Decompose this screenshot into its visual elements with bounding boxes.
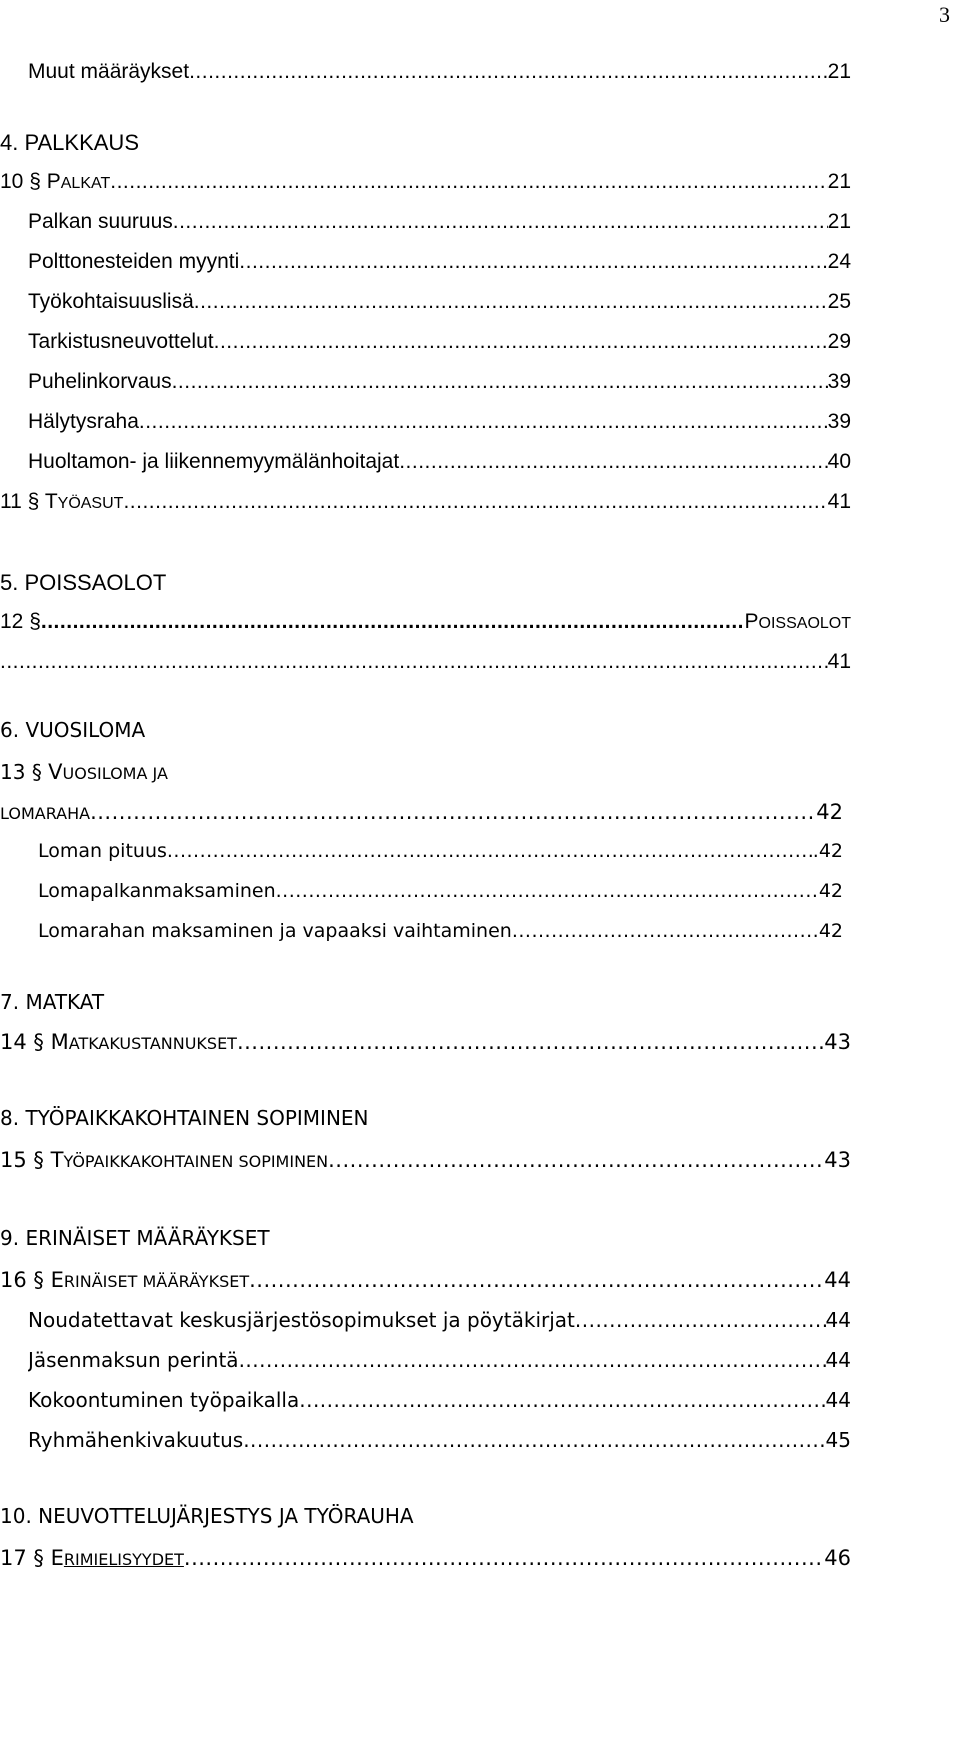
- toc-entry-label: Hälytysraha: [28, 410, 139, 433]
- toc-entry-11-tyoasut[interactable]: [0, 490, 851, 520]
- dot-leader: [167, 840, 813, 862]
- section-heading-matkat: 7. MATKAT: [0, 990, 105, 1014]
- section-title-rest: OISSAOLOT: [758, 615, 851, 632]
- toc-entry-label: Huoltamon- ja liikennemyymälänhoitajat: [28, 450, 400, 473]
- dot-leader: [239, 250, 827, 274]
- section-title-initial: T: [44, 490, 58, 513]
- dot-leader: [194, 290, 828, 314]
- dot-leader: [237, 1030, 824, 1054]
- toc-page-number: 29: [827, 330, 851, 353]
- toc-entry-jasenmaksun-perinta[interactable]: [28, 1348, 851, 1378]
- dot-leader: [328, 1148, 824, 1172]
- dot-leader: [214, 330, 828, 354]
- dot-leader: [173, 210, 828, 234]
- toc-page-number: 40: [827, 450, 851, 473]
- section-title-initial: E: [50, 1268, 64, 1292]
- toc-entry-label: Lomarahan maksaminen ja vapaaksi vaihtaminen: [38, 920, 512, 942]
- toc-entry-14-matkakustannukset[interactable]: [0, 1030, 851, 1060]
- dot-leader: [575, 1308, 826, 1332]
- toc-page-number: 39: [827, 410, 851, 433]
- section-number: 14: [0, 1030, 27, 1054]
- toc-page-number: 45: [825, 1428, 851, 1452]
- section-number: 13: [0, 760, 26, 784]
- toc-page-number: 46: [824, 1546, 851, 1570]
- toc-entry-tyokohtaisuuslisa[interactable]: [28, 290, 851, 320]
- toc-entry-13-vuosiloma-first-line[interactable]: [0, 760, 168, 784]
- section-number: 10: [0, 170, 24, 193]
- toc-entry-lomapalkanmaksaminen[interactable]: [38, 880, 843, 910]
- toc-entry-label: Tarkistusneuvottelut: [28, 330, 214, 353]
- toc-page-number: 42: [816, 800, 843, 824]
- toc-entry-12-poissaolot[interactable]: [0, 610, 851, 640]
- toc-page-number: 39: [827, 370, 851, 393]
- toc-page-number: 21: [827, 60, 851, 83]
- dot-leader: [184, 1546, 824, 1570]
- toc-entry-16-erinaiset[interactable]: [0, 1268, 851, 1298]
- section-symbol: §: [33, 1268, 44, 1292]
- toc-page-number: 42: [818, 880, 843, 902]
- section-symbol: §: [33, 1546, 44, 1570]
- toc-page-number: 43: [824, 1148, 851, 1172]
- toc-page-number: 24: [827, 250, 851, 273]
- section-title-rest: RINÄISET MÄÄRÄYKSET: [63, 1272, 250, 1291]
- dot-leader: [299, 1388, 825, 1412]
- section-title-rest: UOSILOMA JA: [62, 764, 168, 783]
- toc-page-number: 44: [824, 1268, 851, 1292]
- toc-page-number: 44: [825, 1388, 851, 1412]
- toc-page-number: 44: [825, 1308, 851, 1332]
- section-title-initial: P: [744, 610, 759, 633]
- section-title-initial: M: [50, 1030, 69, 1054]
- toc-entry-muut-maaraykset[interactable]: [28, 60, 851, 90]
- dot-leader: [139, 410, 828, 434]
- section-number: 17: [0, 1546, 27, 1570]
- toc-entry-label: Muut määräykset: [28, 60, 190, 83]
- toc-entry-label: Työkohtaisuuslisä: [28, 290, 194, 313]
- toc-page-number: 25: [827, 290, 851, 313]
- toc-page-number: 43: [824, 1030, 851, 1054]
- section-title-initial: P: [46, 170, 61, 193]
- toc-entry-label: Loman pituus: [38, 840, 167, 862]
- toc-entry-label: Kokoontuminen työpaikalla: [28, 1388, 300, 1412]
- section-symbol: §: [29, 170, 41, 193]
- dot-leader: [239, 1348, 826, 1372]
- dot-leader: [276, 880, 819, 902]
- dot-leader: [90, 800, 816, 824]
- dot-leader: [249, 1268, 824, 1292]
- toc-entry-label: Puhelinkorvaus: [28, 370, 172, 393]
- section-title-continued: LOMARAHA: [0, 804, 91, 823]
- section-number: 15: [0, 1148, 27, 1172]
- section-number: 16: [0, 1268, 27, 1292]
- section-title-initial: V: [48, 760, 63, 784]
- toc-entry-loman-pituus[interactable]: [38, 840, 843, 870]
- dot-leader: [123, 490, 827, 514]
- dot-leader: [172, 370, 828, 394]
- toc-entry-label: Ryhmähenkivakuutus: [28, 1428, 244, 1452]
- section-title-rest: RIMIELISYYDET: [63, 1550, 184, 1569]
- toc-entry-label: Jäsenmaksun perintä: [28, 1348, 239, 1372]
- toc-entry-halytysraha[interactable]: [28, 410, 851, 440]
- section-number: 12: [0, 610, 24, 633]
- toc-entry-huoltamon[interactable]: [28, 450, 851, 480]
- section-symbol: §: [33, 1148, 44, 1172]
- section-heading-vuosiloma: 6. VUOSILOMA: [0, 718, 146, 742]
- toc-entry-noudatettavat[interactable]: [28, 1308, 851, 1338]
- section-heading-poissaolot: 5. POISSAOLOT: [0, 570, 167, 595]
- section-title-rest: YÖASUT: [57, 495, 124, 512]
- section-title-initial: E: [50, 1546, 64, 1570]
- section-title-rest: ATKAKUSTANNUKSET: [68, 1034, 237, 1053]
- toc-entry-label: Lomapalkanmaksaminen: [38, 880, 276, 902]
- toc-page-number: 21: [827, 210, 851, 233]
- dot-leader: [512, 920, 819, 942]
- toc-entry-label: Noudatettavat keskusjärjestösopimukset ja pöytäkirjat: [28, 1308, 575, 1332]
- toc-entry-polttonesteiden-myynti[interactable]: [28, 250, 851, 280]
- toc-page-number: 42: [818, 920, 843, 942]
- dot-leader: [189, 60, 828, 84]
- toc-page-number: .42: [812, 840, 843, 862]
- section-heading-palkkaus: 4. PALKKAUS: [0, 130, 139, 155]
- toc-entry-12-page-line[interactable]: [0, 650, 851, 680]
- toc-entry-kokoontuminen[interactable]: [28, 1388, 851, 1418]
- dot-leader: [399, 450, 827, 474]
- section-heading-tyopaikkakohtainen: 8. TYÖPAIKKAKOHTAINEN SOPIMINEN: [0, 1106, 369, 1130]
- section-title-initial: T: [50, 1148, 64, 1172]
- toc-entry-label: Palkan suuruus: [28, 210, 173, 233]
- toc-entry-puhelinkorvaus[interactable]: [28, 370, 851, 400]
- toc-page-number: 21: [827, 170, 851, 193]
- dot-leader: [110, 170, 827, 194]
- section-symbol: §: [31, 760, 42, 784]
- page-number: 3: [939, 2, 950, 27]
- section-symbol: §: [33, 1030, 44, 1054]
- section-title-rest: YÖPAIKKAKOHTAINEN SOPIMINEN: [63, 1152, 329, 1171]
- toc-entry-17-erimielisyydet[interactable]: [0, 1546, 851, 1576]
- section-heading-neuvottelujarjestys: 10. NEUVOTTELUJÄRJESTYS JA TYÖRAUHA: [0, 1504, 414, 1528]
- toc-entry-13-vuosiloma-second-line[interactable]: [0, 800, 843, 830]
- dot-leader: [243, 1428, 825, 1452]
- toc-entry-tarkistusneuvottelut[interactable]: [28, 330, 851, 360]
- toc-entry-lomarahan-maksaminen[interactable]: [38, 920, 843, 950]
- toc-page-number: 41: [827, 650, 851, 673]
- toc-entry-ryhmahenkivakuutus[interactable]: [28, 1428, 851, 1458]
- section-number: 11: [0, 490, 22, 513]
- toc-entry-palkan-suuruus[interactable]: [28, 210, 851, 240]
- section-symbol: §: [29, 610, 41, 633]
- section-title-rest: ALKAT: [60, 175, 111, 192]
- toc-entry-label: Polttonesteiden myynti: [28, 250, 240, 273]
- section-heading-erinaiset: 9. ERINÄISET MÄÄRÄYKSET: [0, 1226, 270, 1250]
- dot-leader: [0, 650, 828, 674]
- dot-leader: [41, 610, 745, 634]
- toc-entry-15-tyopaikkakohtainen[interactable]: [0, 1148, 851, 1178]
- toc-entry-10-palkat[interactable]: [0, 170, 851, 200]
- section-symbol: §: [27, 490, 40, 513]
- toc-page-number: 44: [825, 1348, 851, 1372]
- toc-page-number: 41: [827, 490, 851, 513]
